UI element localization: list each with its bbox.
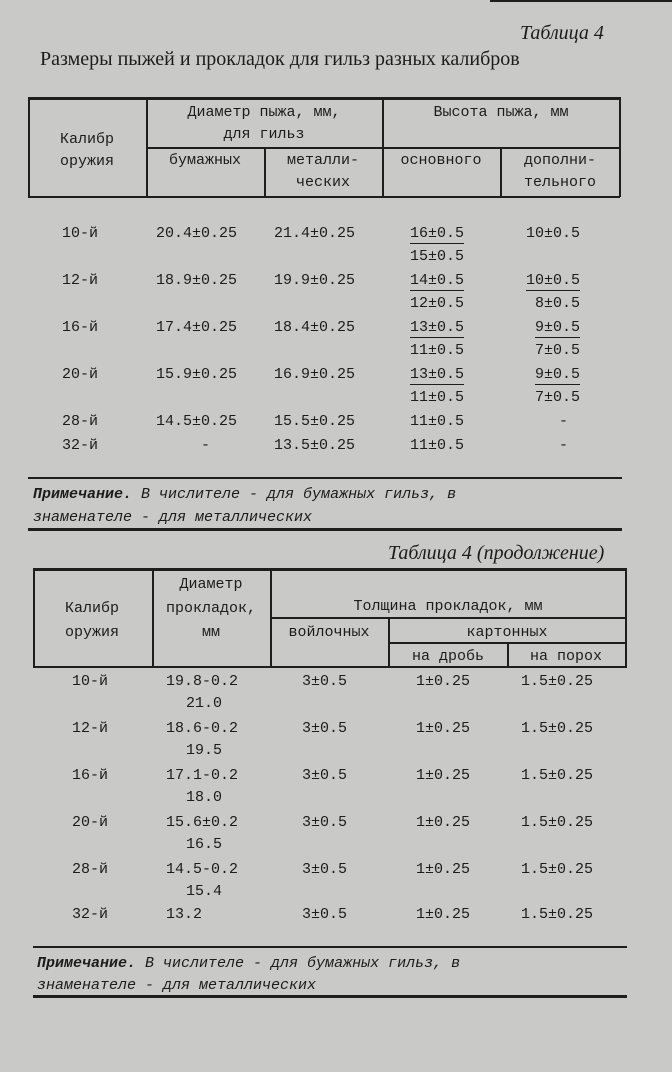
t1-note-line1: Примечание. В числителе - для бумажных гильз, в	[33, 486, 457, 503]
t1-row-extra-numerator: 9±0.5	[535, 319, 581, 336]
t2-header-thickness: Толщина прокладок, мм	[353, 598, 543, 615]
t1-row-extra-denominator: 7±0.5	[535, 342, 581, 359]
t1-header-extra-2: тельного	[523, 174, 597, 191]
t2-row-shot: 1±0.25	[416, 814, 471, 831]
t1-row-metal: 19.9±0.25	[274, 272, 356, 289]
t1-row-main-denominator: 12±0.5	[410, 295, 465, 312]
t1-row-main-numerator: 11±0.5	[410, 413, 465, 430]
t1-row-extra-numerator: 10±0.5	[526, 272, 581, 289]
t1-row-caliber: 16-й	[62, 319, 99, 336]
t2-row-diameter-2: 16.5	[186, 836, 223, 853]
t2-row-caliber: 10-й	[72, 673, 109, 690]
t2-note-line2: знаменателе - для металлических	[37, 977, 317, 994]
t2-header-felt: войлочных	[288, 624, 370, 641]
t2-row-diameter: 13.2	[166, 906, 203, 923]
t2-note-line1: Примечание. В числителе - для бумажных гильз, в	[37, 955, 461, 972]
t2-row-powder: 1.5±0.25	[521, 814, 594, 831]
t1-row-metal: 15.5±0.25	[274, 413, 356, 430]
t2-row-diameter: 19.8-0.2	[166, 673, 239, 690]
t2-row-powder: 1.5±0.25	[521, 673, 594, 690]
t1-row-paper: 18.9±0.25	[156, 272, 238, 289]
t1-row-paper: -	[201, 437, 211, 454]
t1-row-extra-numerator: 10±0.5	[526, 225, 581, 242]
t1-row-main-numerator: 13±0.5	[410, 366, 465, 383]
t2-row-diameter-2: 15.4	[186, 883, 223, 900]
t1-row-main-denominator: 11±0.5	[410, 342, 465, 359]
t2-row-caliber: 12-й	[72, 720, 109, 737]
t1-row-main-numerator: 14±0.5	[410, 272, 465, 289]
t1-row-main-denominator: 15±0.5	[410, 248, 465, 265]
t1-header-extra-1: дополни-	[523, 152, 597, 169]
t2-header-diameter-1: Диаметр	[179, 576, 243, 593]
t1-header-caliber-1: Калибр	[59, 131, 115, 148]
t1-row-metal: 18.4±0.25	[274, 319, 356, 336]
t2-row-diameter: 15.6±0.2	[166, 814, 239, 831]
t1-note-label: Примечание.	[33, 486, 133, 503]
t2-row-diameter-2: 18.0	[186, 789, 223, 806]
t1-row-caliber: 12-й	[62, 272, 99, 289]
t2-row-shot: 1±0.25	[416, 767, 471, 784]
t2-row-diameter-2: 19.5	[186, 742, 223, 759]
t2-row-diameter: 14.5-0.2	[166, 861, 239, 878]
t2-row-caliber: 20-й	[72, 814, 109, 831]
t1-row-main-denominator: 11±0.5	[410, 389, 465, 406]
t2-header-shot: на дробь	[411, 648, 485, 665]
t2-row-felt: 3±0.5	[302, 767, 348, 784]
t2-header-diameter-2: прокладок,	[165, 600, 257, 617]
t1-header-metal-1: металли-	[286, 152, 360, 169]
t2-row-felt: 3±0.5	[302, 673, 348, 690]
t1-row-main-numerator: 16±0.5	[410, 225, 465, 242]
t2-row-diameter: 17.1-0.2	[166, 767, 239, 784]
t2-row-diameter: 18.6-0.2	[166, 720, 239, 737]
t2-row-felt: 3±0.5	[302, 861, 348, 878]
t1-row-paper: 20.4±0.25	[156, 225, 238, 242]
table2-caption: Таблица 4 (продолжение)	[388, 542, 605, 564]
t1-row-paper: 15.9±0.25	[156, 366, 238, 383]
t2-row-shot: 1±0.25	[416, 673, 471, 690]
table1-caption: Таблица 4	[520, 22, 604, 44]
t1-header-wad-diameter-1: Диаметр пыжа, мм,	[187, 104, 341, 121]
t1-row-main-numerator: 11±0.5	[410, 437, 465, 454]
t1-row-caliber: 10-й	[62, 225, 99, 242]
t1-header-paper: бумажных	[168, 152, 242, 169]
t1-row-paper: 17.4±0.25	[156, 319, 238, 336]
t1-row-extra-denominator: 7±0.5	[535, 389, 581, 406]
t2-row-caliber: 32-й	[72, 906, 109, 923]
t1-row-caliber: 32-й	[62, 437, 99, 454]
t1-row-metal: 16.9±0.25	[274, 366, 356, 383]
t2-header-caliber-2: оружия	[64, 624, 120, 641]
t2-header-cardboard: картонных	[466, 624, 548, 641]
t1-row-extra-numerator: -	[559, 413, 569, 430]
t2-header-caliber-1: Калибр	[64, 600, 120, 617]
table1-title: Размеры пыжей и прокладок для гильз разных калибров	[40, 48, 520, 70]
t2-row-caliber: 28-й	[72, 861, 109, 878]
t2-row-shot: 1±0.25	[416, 720, 471, 737]
t2-row-diameter-2: 21.0	[186, 695, 223, 712]
t2-row-felt: 3±0.5	[302, 906, 348, 923]
t1-row-metal: 13.5±0.25	[274, 437, 356, 454]
t2-row-powder: 1.5±0.25	[521, 720, 594, 737]
t1-header-wad-diameter-2: для гильз	[223, 126, 305, 143]
t1-header-caliber-2: оружия	[59, 153, 115, 170]
t1-header-metal-2: ческих	[295, 174, 351, 191]
t2-note-label: Примечание.	[37, 955, 137, 972]
t2-row-shot: 1±0.25	[416, 906, 471, 923]
t2-row-shot: 1±0.25	[416, 861, 471, 878]
t1-row-extra-numerator: -	[559, 437, 569, 454]
t1-row-extra-numerator: 9±0.5	[535, 366, 581, 383]
t1-row-caliber: 20-й	[62, 366, 99, 383]
t2-row-powder: 1.5±0.25	[521, 767, 594, 784]
t2-row-powder: 1.5±0.25	[521, 906, 594, 923]
page-top-rule	[490, 0, 672, 2]
t1-row-main-numerator: 13±0.5	[410, 319, 465, 336]
t2-header-powder: на порох	[529, 648, 603, 665]
t1-note-line2: знаменателе - для металлических	[33, 509, 313, 526]
t1-row-extra-denominator: 8±0.5	[535, 295, 581, 312]
t1-header-wad-height: Высота пыжа, мм	[433, 104, 569, 121]
t2-row-caliber: 16-й	[72, 767, 109, 784]
t1-row-metal: 21.4±0.25	[274, 225, 356, 242]
t1-row-paper: 14.5±0.25	[156, 413, 238, 430]
t1-row-caliber: 28-й	[62, 413, 99, 430]
t2-row-powder: 1.5±0.25	[521, 861, 594, 878]
t2-header-diameter-3: мм	[201, 624, 221, 641]
t2-row-felt: 3±0.5	[302, 814, 348, 831]
t2-row-felt: 3±0.5	[302, 720, 348, 737]
t1-header-main: основного	[400, 152, 482, 169]
